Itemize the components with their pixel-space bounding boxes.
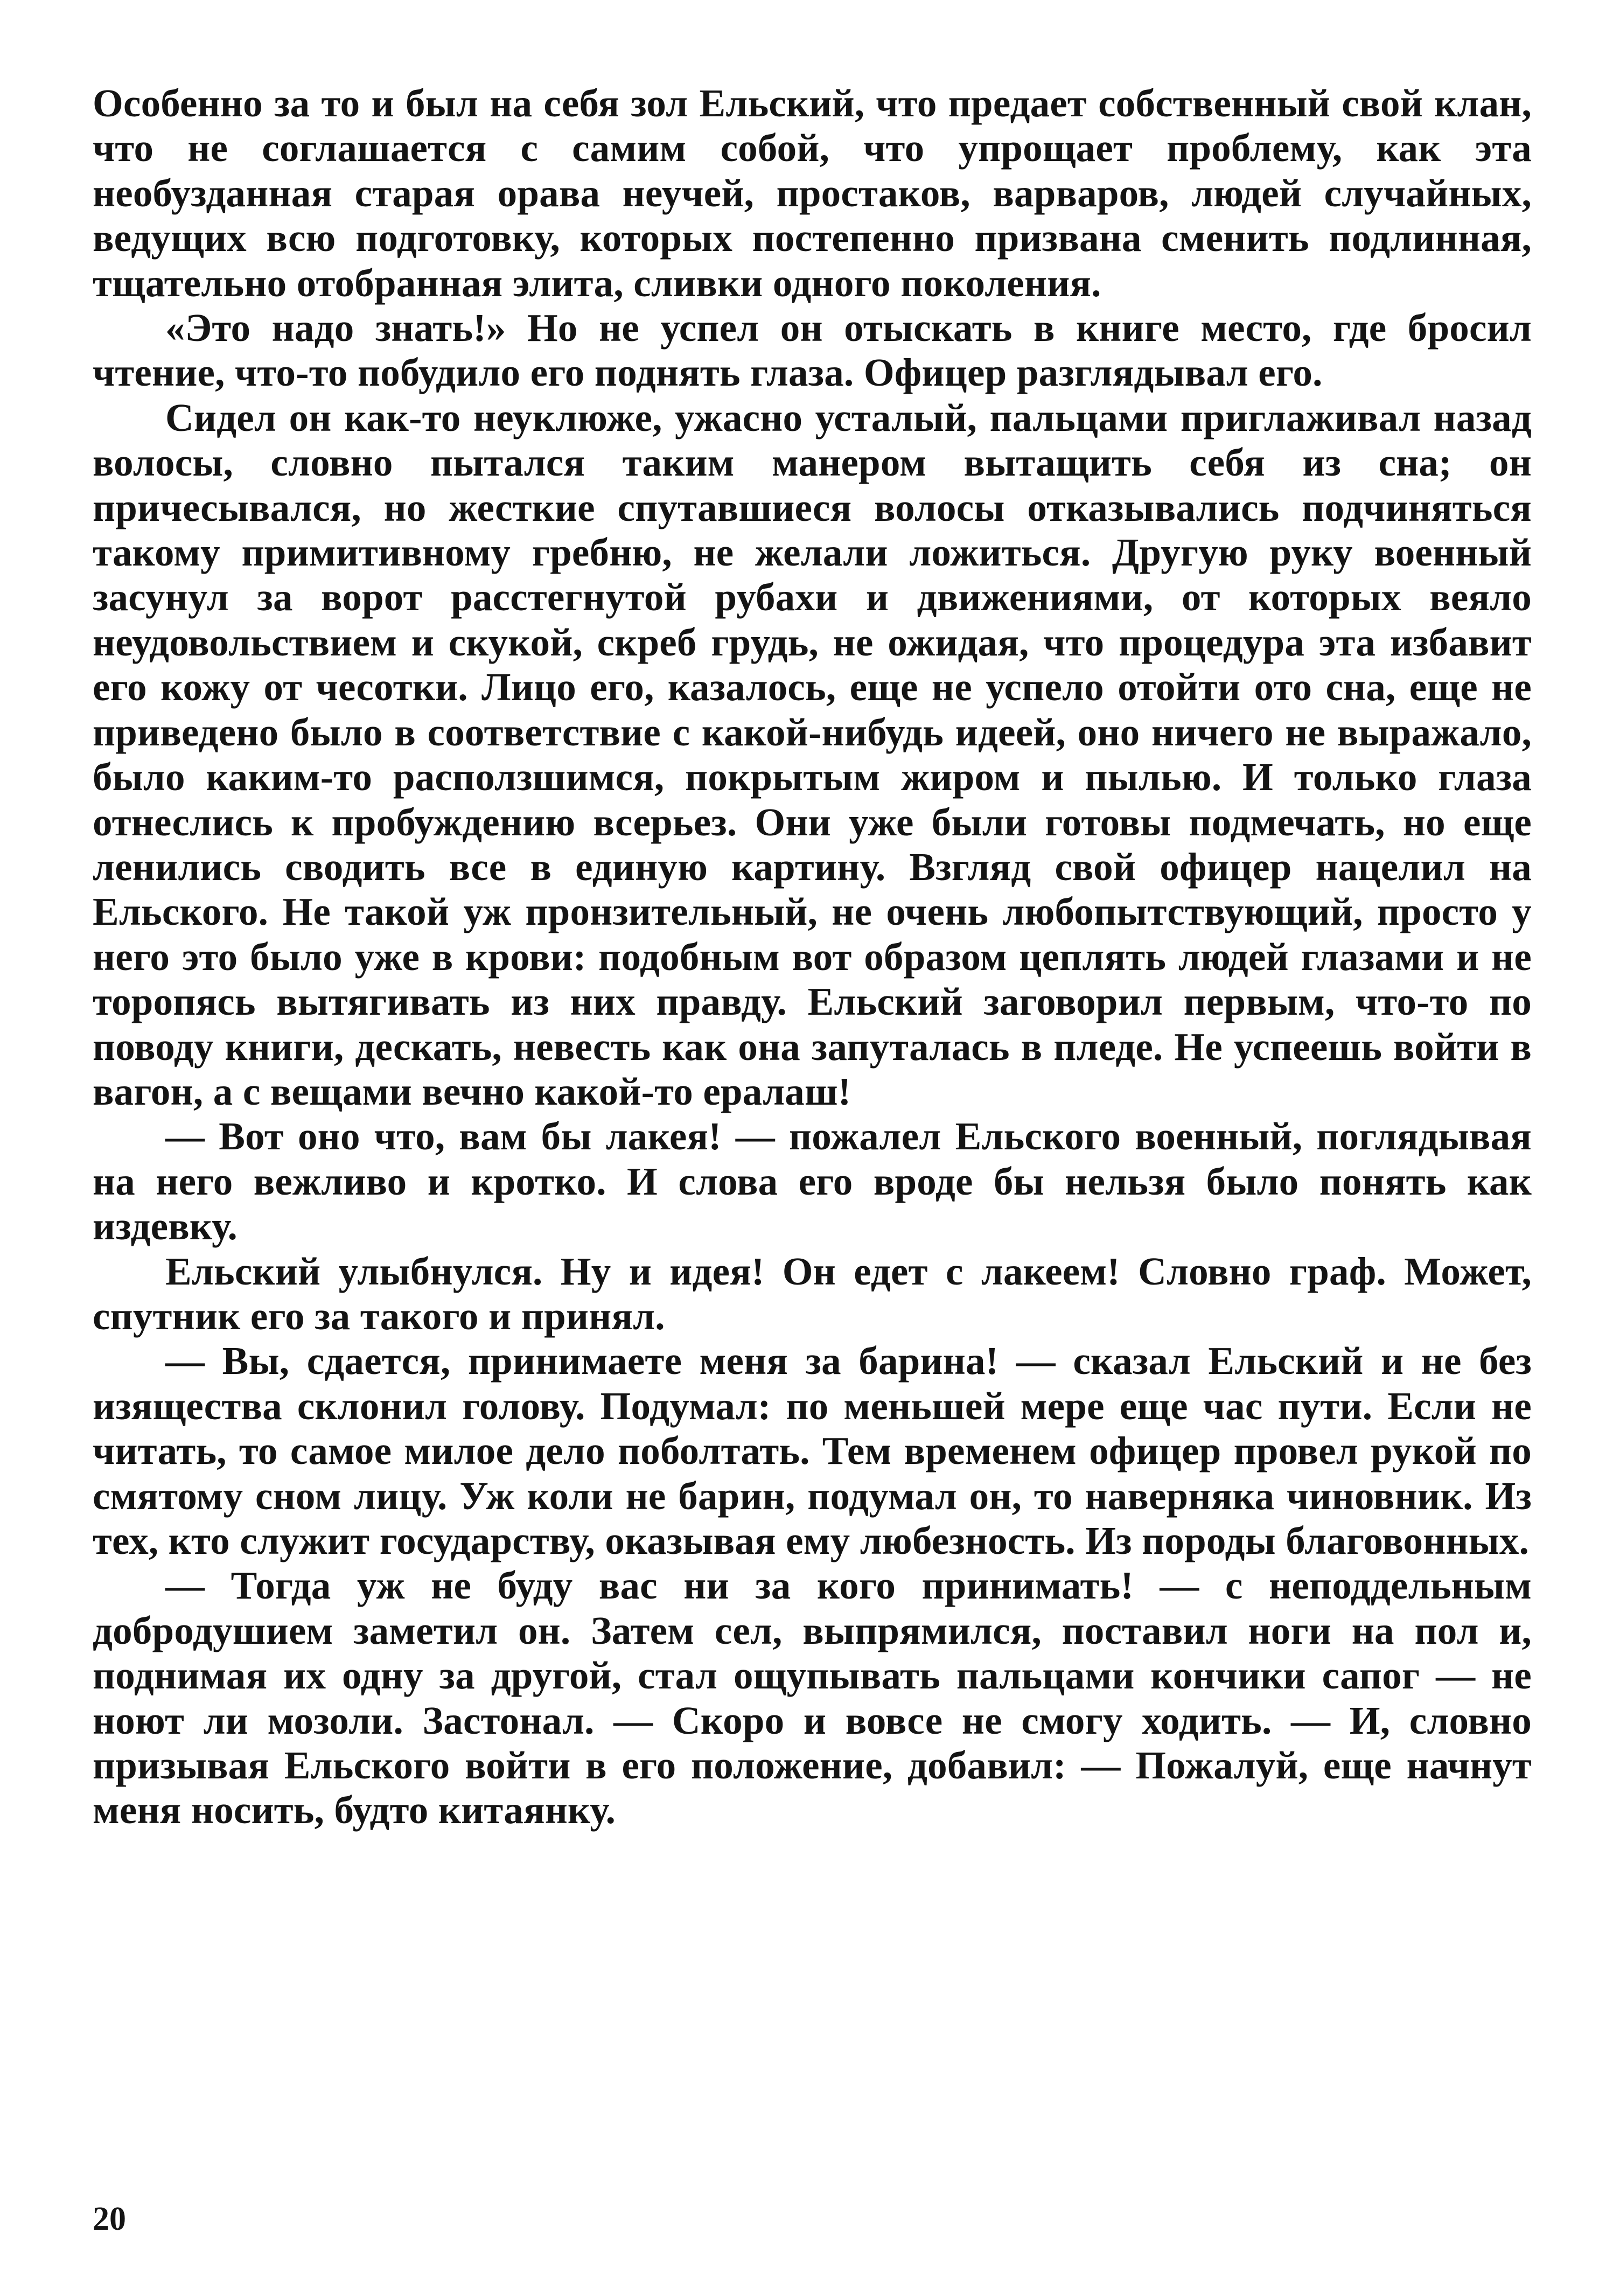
paragraph-4: — Вот оно что, вам бы лакея! — пожалел Ельского военный, поглядывая на него вежливо и кротко. И слова его вроде бы нельзя было понять как издевку.	[93, 1114, 1532, 1248]
paragraph-6: — Вы, сдается, принимаете меня за барина! — сказал Ельский и не без изящества склонил голову. Подумал: по меньшей мере еще час пути. Если не читать, то самое милое дело поболтать. Тем временем офицер провел рукой по смятому сном лицу. Уж коли не барин, подумал он, то наверняка чиновник. Из тех, кто служит государству, оказывая ему любезность. Из породы благовонных.	[93, 1339, 1532, 1562]
paragraph-3: Сидел он как-то неуклюже, ужасно усталый, пальцами приглаживал назад волосы, словно пытался таким манером вытащить себя из сна; он причесывался, но жесткие спутавшиеся волосы отказывались подчиняться такому примитивному гребню, не желали ложиться. Другую руку военный засунул за ворот расстегнутой рубахи и движениями, от которых веяло неудовольствием и скукой, скреб грудь, не ожидая, что процедура эта избавит его кожу от чесотки. Лицо его, казалось, еще не успело отойти ото сна, еще не приведено было в соответствие с какой-нибудь идеей, оно ничего не выражало, было каким-то расползшимся, покрытым жиром и пылью. И только глаза отнеслись к пробуждению всерьез. Они уже были готовы подмечать, но еще ленились сводить все в единую картину. Взгляд свой офицер нацелил на Ельского. Не такой уж пронзительный, не очень любопытствующий, просто у него это было уже в крови: подобным вот образом цеплять людей глазами и не торопясь вытягивать из них правду. Ельский заговорил первым, что-то по поводу книги, дескать, невесть как она запуталась в пледе. Не успеешь войти в вагон, а с вещами вечно какой-то ералаш!	[93, 395, 1532, 1113]
paragraph-7: — Тогда уж не буду вас ни за кого принимать! — с неподдельным добродушием заметил он. Затем сел, выпрямился, поставил ноги на пол и, поднимая их одну за другой, стал ощупывать пальцами кончики сапог — не ноют ли мозоли. Застонал. — Скоро и вовсе не смогу ходить. — И, словно призывая Ельского войти в его положение, добавил: — Пожалуй, еще начнут меня носить, будто китаянку.	[93, 1564, 1532, 1832]
paragraph-1: Особенно за то и был на себя зол Ельский, что предает собственный свой клан, что не соглашается с самим собой, что упрощает проблему, как эта необузданная старая орава неучей, простаков, варваров, людей случайных, ведущих всю подготовку, которых постепенно призвана сменить подлинная, тщательно отобранная элита, сливки одного поколения.	[93, 81, 1532, 305]
paragraph-2: «Это надо знать!» Но не успел он отыскать в книге место, где бросил чтение, что-то побудило его поднять глаза. Офицер разглядывал его.	[93, 306, 1532, 395]
page-body	[93, 81, 1532, 1833]
page-number: 20	[93, 2201, 126, 2237]
paragraph-5: Ельский улыбнулся. Ну и идея! Он едет с лакеем! Словно граф. Может, спутник его за такого и принял.	[93, 1249, 1532, 1338]
